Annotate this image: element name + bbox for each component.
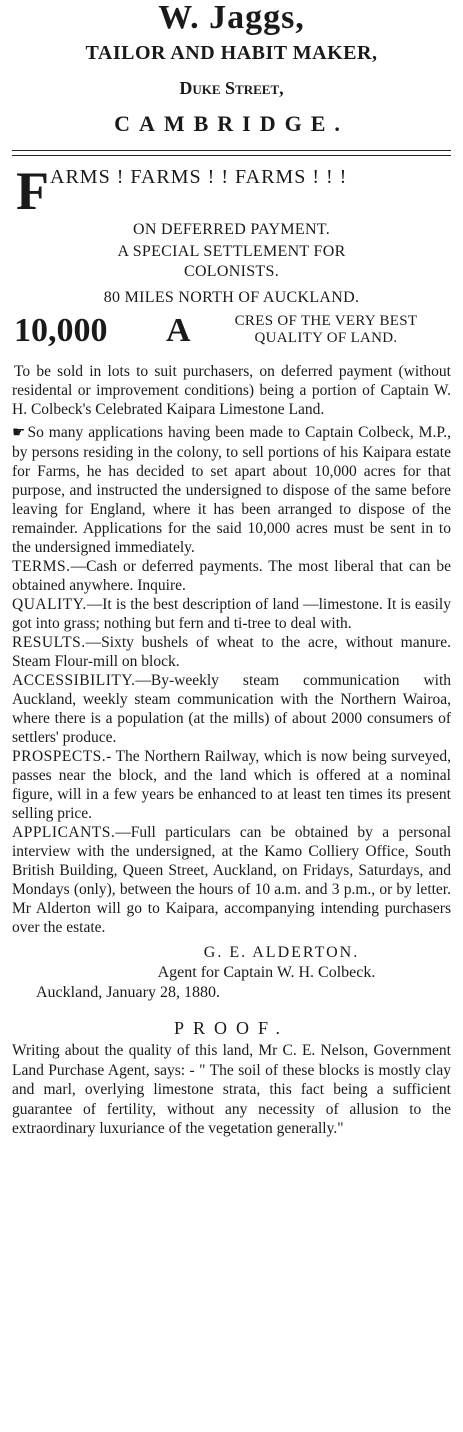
acres-description-line-2: QUALITY OF LAND. bbox=[254, 330, 398, 346]
item-label: TERMS. bbox=[12, 558, 71, 575]
item-label: QUALITY. bbox=[12, 596, 87, 613]
item-text: —Sixty bushels of wheat to the acre, without manure. Steam Flour-mill on block. bbox=[12, 634, 451, 670]
applicants-item bbox=[12, 823, 451, 937]
colonists-line: COLONISTS. bbox=[183, 263, 279, 280]
tailor-street: Duke Street, bbox=[179, 78, 284, 98]
item-text: - The Northern Railway, which is now being surveyed, passes near the block, and the land which is offered at a nominal figure, will in a few years be enhanced to at least ten times its present selling price. bbox=[12, 748, 451, 822]
farms-headline bbox=[6, 160, 457, 221]
quality-item bbox=[12, 595, 451, 633]
item-label: RESULTS. bbox=[12, 634, 86, 651]
special-settlement-line: A SPECIAL SETTLEMENT FOR bbox=[117, 243, 346, 260]
tailor-advertisement bbox=[6, 0, 457, 138]
divider-rule bbox=[12, 155, 451, 156]
farms-advertisement bbox=[6, 160, 457, 1139]
proof-heading: PROOF. bbox=[173, 1018, 290, 1038]
acres-initial: A bbox=[166, 312, 191, 349]
intro-paragraph: To be sold in lots to suit purchasers, on deferred payment (without residental or improvement conditions) being a portion of Captain W. H. Colbeck's Celebrated Kaipara Limestone Land. bbox=[12, 363, 451, 418]
acres-description-line-1: CRES OF THE VERY BEST bbox=[234, 313, 418, 329]
proof-text: Writing about the quality of this land, Mr C. E. Nelson, Government Land Purchase Agent, says: - " The soil of these blocks is mostly clay and marl, overlying limestone strata, this fact being a sufficient guarantee of fertility, without any necessity of allusion to the extraordinary luxuriance of the vegetation generally." bbox=[12, 1042, 451, 1137]
deferred-payment-line: ON DEFERRED PAYMENT. bbox=[133, 221, 330, 238]
tailor-town: CAMBRIDGE. bbox=[114, 111, 349, 136]
divider-rule bbox=[12, 150, 451, 151]
accessibility-item bbox=[12, 671, 451, 747]
terms-item bbox=[12, 557, 451, 595]
body-paragraph bbox=[12, 423, 451, 557]
item-text: —By-weekly steam communication with Auckland, weekly steam communication with the Northern Wairoa, where there is a population (at the mills) of about 2000 consumers of settlers' produce. bbox=[12, 672, 451, 746]
signature-date: Auckland, January 28, 1880. bbox=[36, 984, 220, 1001]
signature-name: G. E. ALDERTON. bbox=[203, 944, 360, 961]
item-label: ACCESSIBILITY. bbox=[12, 672, 136, 689]
item-text: —Cash or deferred payments. The most liberal that can be obtained anywhere. Inquire. bbox=[12, 558, 451, 594]
pointing-hand-icon: ☛ bbox=[12, 425, 26, 441]
acres-description bbox=[196, 313, 456, 347]
item-text: —Full particulars can be obtained by a personal interview with the undersigned, at the Kamo Colliery Office, South British Building, Queen Street, Auckland, on Fridays, Saturdays, and Mondays (only), between the hours of 10 a.m. and 3 p.m., or by letter. Mr Alderton will go to Kaipara, accompanying intending purchasers over the estate. bbox=[12, 824, 451, 936]
location-line: 80 MILES NORTH OF AUCKLAND. bbox=[103, 289, 360, 306]
farms-headline-text: ARMS ! FARMS ! ! FARMS ! ! ! bbox=[50, 166, 348, 188]
acres-number: 10,000 bbox=[14, 312, 108, 349]
item-text: —It is the best description of land —limestone. It is easily got into grass; nothing but fern and ti-tree to deal with. bbox=[12, 596, 451, 632]
results-item bbox=[12, 633, 451, 671]
item-label: APPLICANTS. bbox=[12, 824, 116, 841]
tailor-name: W. Jaggs, bbox=[158, 0, 305, 36]
signature-role: Agent for Captain W. H. Colbeck. bbox=[157, 964, 376, 981]
body-text: So many applications having been made to Captain Colbeck, M.P., by persons residing in the colony, to sell portions of his Kaipara estate for Farms, he has decided to set apart about 10,000 acres for that purpose, and instructed the undersigned to dispose of the same before leaving for England, where it has been arranged to dispose of the remainder. Applications for the said 10,000 acres must be sent in to the undersigned immediately. bbox=[12, 424, 451, 556]
drop-cap: F bbox=[16, 161, 49, 221]
item-label: PROSPECTS. bbox=[12, 748, 107, 765]
acres-headline bbox=[6, 310, 457, 358]
tailor-trade: TAILOR AND HABIT MAKER, bbox=[85, 42, 378, 64]
prospects-item bbox=[12, 747, 451, 823]
